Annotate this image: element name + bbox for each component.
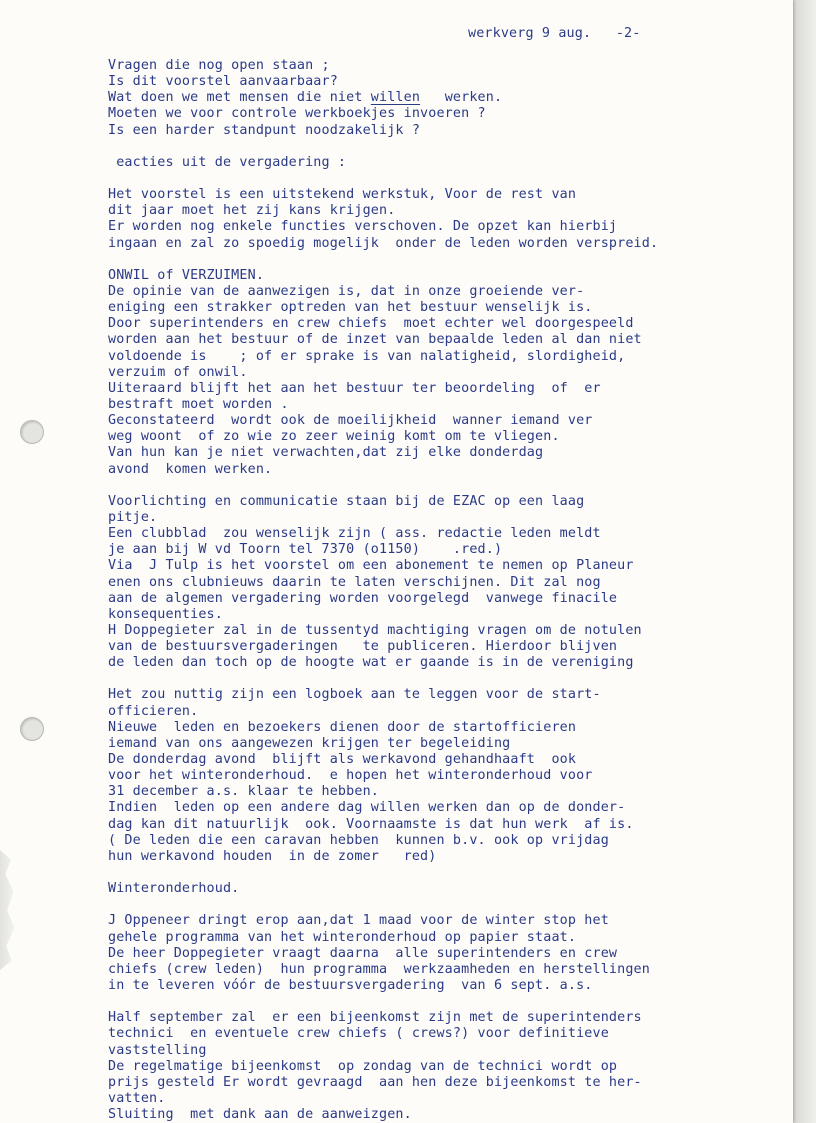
text-segment: iemand van ons aangewezen krijgen ter begeleiding: [108, 735, 511, 751]
text-line: [108, 1059, 658, 1075]
page-header: werkverg 9 aug. -2-: [468, 26, 641, 41]
text-line: [108, 639, 658, 655]
text-segment: Moeten we voor controle werkboekjes invoeren ?: [108, 106, 486, 122]
text-line: [108, 671, 658, 687]
text-line: [108, 413, 658, 429]
text-line: [108, 575, 658, 591]
text-segment: gehele programma van het winteronderhoud op papier staat.: [108, 929, 577, 945]
text-line: [108, 1026, 658, 1042]
text-line: [108, 236, 658, 252]
text-line: [108, 1043, 658, 1059]
text-line: [108, 90, 658, 106]
text-line: [108, 768, 658, 784]
text-segment: Het voorstel is een uitstekend werkstuk, Voor de rest van: [108, 187, 577, 203]
text-segment: J Oppeneer dringt erop aan,dat 1 maad voor de winter stop het: [108, 913, 609, 929]
text-line: [108, 655, 658, 671]
text-line: [108, 462, 658, 478]
text-line: [108, 219, 658, 235]
text-segment: 31 december a.s. klaar te hebben.: [108, 784, 379, 800]
text-line: [108, 155, 658, 171]
punch-hole-bottom: [20, 717, 44, 741]
text-segment: Half september zal er een bijeenkomst zijn met de superintenders: [108, 1010, 642, 1026]
text-line: [108, 300, 658, 316]
text-segment: in te leveren vóór de bestuursvergadering van 6 sept. a.s.: [108, 978, 593, 994]
text-line: [108, 58, 658, 74]
text-line: [108, 106, 658, 122]
text-segment: eniging een strakker optreden van het bestuur wenselijk is.: [108, 300, 593, 316]
text-segment: technici en eventuele crew chiefs ( crews?) voor definitieve: [108, 1026, 609, 1042]
text-segment: ONWIL of VERZUIMEN.: [108, 267, 265, 283]
text-line: [108, 187, 658, 203]
text-line: [108, 720, 658, 736]
text-line: [108, 1091, 658, 1107]
text-line: [108, 139, 658, 155]
text-line: [108, 445, 658, 461]
text-segment: Er worden nog enkele functies verschoven. De opzet kan hierbij: [108, 219, 618, 235]
text-line: [108, 962, 658, 978]
text-line: [108, 865, 658, 881]
text-segment: ( De leden die een caravan hebben kunnen b.v. ook op vrijdag: [108, 832, 609, 848]
text-line: [108, 930, 658, 946]
text-segment: De regelmatige bijeenkomst op zondag van de technici wordt op: [108, 1058, 618, 1074]
text-segment: Is dit voorstel aanvaarbaar?: [108, 74, 338, 90]
text-segment: De heer Doppegieter vraagt daarna alle superintenders en crew: [108, 945, 618, 961]
text-line: [108, 74, 658, 90]
text-line: [108, 332, 658, 348]
text-segment: enen ons clubnieuws daarin te laten verschijnen. Dit zal nog: [108, 574, 601, 590]
text-segment: van de bestuursvergaderingen te publiceren. Hierdoor blijven: [108, 639, 618, 655]
text-segment: prijs gesteld Er wordt gevraagd aan hen deze bijeenkomst te her-: [108, 1074, 642, 1090]
text-line: [108, 171, 658, 187]
text-segment: Sluiting met dank aan de aanweizgen.: [108, 1107, 412, 1123]
text-segment: Door superintenders en crew chiefs moet echter wel doorgespeeld: [108, 316, 634, 332]
text-line: [108, 284, 658, 300]
text-line: [108, 752, 658, 768]
text-segment: werken.: [420, 90, 503, 106]
text-line: [108, 817, 658, 833]
text-line: [108, 349, 658, 365]
text-segment: voldoende is ; of er sprake is van nalatigheid, slordigheid,: [108, 348, 626, 364]
text-segment: verzuim of onwil.: [108, 364, 248, 380]
text-segment: de leden dan toch op de hoogte wat er gaande is in de vereniging: [108, 655, 634, 671]
text-line: [108, 881, 658, 897]
text-segment: ingaan en zal zo spoedig mogelijk onder de leden worden verspreid.: [108, 235, 659, 251]
text-line: [108, 558, 658, 574]
text-line: [108, 526, 658, 542]
text-segment: Een clubblad zou wenselijk zijn ( ass. redactie leden meldt: [108, 526, 601, 542]
text-line: [108, 849, 658, 865]
text-segment: Van hun kan je niet verwachten,dat zij elke donderdag: [108, 445, 544, 461]
text-line: [108, 946, 658, 962]
text-line: [108, 994, 658, 1010]
text-line: [108, 784, 658, 800]
text-line: [108, 542, 658, 558]
text-segment: Het zou nuttig zijn een logboek aan te leggen voor de start-: [108, 687, 601, 703]
text-line: [108, 687, 658, 703]
text-line: [108, 397, 658, 413]
text-line: [108, 736, 658, 752]
text-line: [108, 429, 658, 445]
text-line: [108, 800, 658, 816]
text-line: [108, 123, 658, 139]
torn-edge: [0, 850, 18, 970]
text-line: [108, 833, 658, 849]
text-line: [108, 623, 658, 639]
punch-hole-top: [20, 420, 44, 444]
text-segment: Winteronderhoud.: [108, 881, 240, 897]
page-edge: [793, 0, 816, 1123]
text-line: [108, 381, 658, 397]
text-segment: Via J Tulp is het voorstel om een abonement te nemen op Planeur: [108, 558, 634, 574]
text-segment: Vragen die nog open staan ;: [108, 58, 330, 73]
text-line: [108, 252, 658, 268]
text-line: [108, 268, 658, 284]
text-line: [108, 510, 658, 526]
text-segment: avond komen werken.: [108, 461, 273, 477]
text-segment: konsequenties.: [108, 606, 223, 622]
text-segment: eacties uit de vergadering :: [108, 154, 347, 170]
text-line: [108, 591, 658, 607]
text-line: [108, 704, 658, 720]
text-line: [108, 978, 658, 994]
text-line: [108, 897, 658, 913]
text-segment: Is een harder standpunt noodzakelijk ?: [108, 122, 421, 138]
text-line: [108, 1075, 658, 1091]
text-segment: vaststelling: [108, 1042, 207, 1058]
text-segment: Nieuwe leden en bezoekers dienen door de startofficieren: [108, 719, 577, 735]
text-segment: Voorlichting en communicatie staan bij de EZAC op een laag: [108, 493, 585, 509]
text-segment: H Doppegieter zal in de tussentyd machtiging vragen om de notulen: [108, 622, 642, 638]
text-segment: officieren.: [108, 703, 199, 719]
text-segment: Indien leden op een andere dag willen werken dan op de donder-: [108, 800, 626, 816]
text-segment: Geconstateerd wordt ook de moeilijkheid wanner iemand ver: [108, 413, 593, 429]
text-line: [108, 607, 658, 623]
underlined-text: willen: [370, 90, 421, 106]
text-segment: bestraft moet worden .: [108, 396, 289, 412]
text-segment: chiefs (crew leden) hun programma werkzaamheden en herstellingen: [108, 961, 650, 977]
text-segment: Uiteraard blijft het aan het bestuur ter beoordeling of er: [108, 380, 601, 396]
text-segment: worden aan het bestuur of de inzet van bepaalde leden al dan niet: [108, 332, 642, 348]
text-segment: hun werkavond houden in de zomer red): [108, 848, 437, 864]
text-segment: dit jaar moet het zij kans krijgen.: [108, 203, 396, 219]
text-segment: weg woont of zo wie zo zeer weinig komt om te vliegen.: [108, 429, 560, 445]
text-line: [108, 203, 658, 219]
text-line: [108, 316, 658, 332]
text-segment: je aan bij W vd Toorn tel 7370 (o1150) .red.): [108, 542, 503, 558]
text-line: [108, 1107, 658, 1123]
text-line: [108, 365, 658, 381]
text-line: [108, 494, 658, 510]
text-line: [108, 1010, 658, 1026]
text-segment: Wat doen we met mensen die niet: [108, 90, 371, 106]
text-segment: aan de algemen vergadering worden voorgelegd vanwege finacile: [108, 590, 618, 606]
text-segment: vatten.: [108, 1091, 166, 1106]
typed-body: [108, 58, 658, 1123]
text-segment: De opinie van de aanwezigen is, dat in onze groeiende ver-: [108, 283, 585, 299]
text-segment: dag kan dit natuurlijk ook. Voornaamste is dat hun werk af is.: [108, 816, 634, 832]
text-segment: pitje.: [108, 509, 158, 525]
text-segment: De donderdag avond blijft als werkavond gehandhaaft ook: [108, 752, 577, 768]
text-line: [108, 478, 658, 494]
text-segment: voor het winteronderhoud. e hopen het winteronderhoud voor: [108, 768, 593, 784]
text-line: [108, 913, 658, 929]
